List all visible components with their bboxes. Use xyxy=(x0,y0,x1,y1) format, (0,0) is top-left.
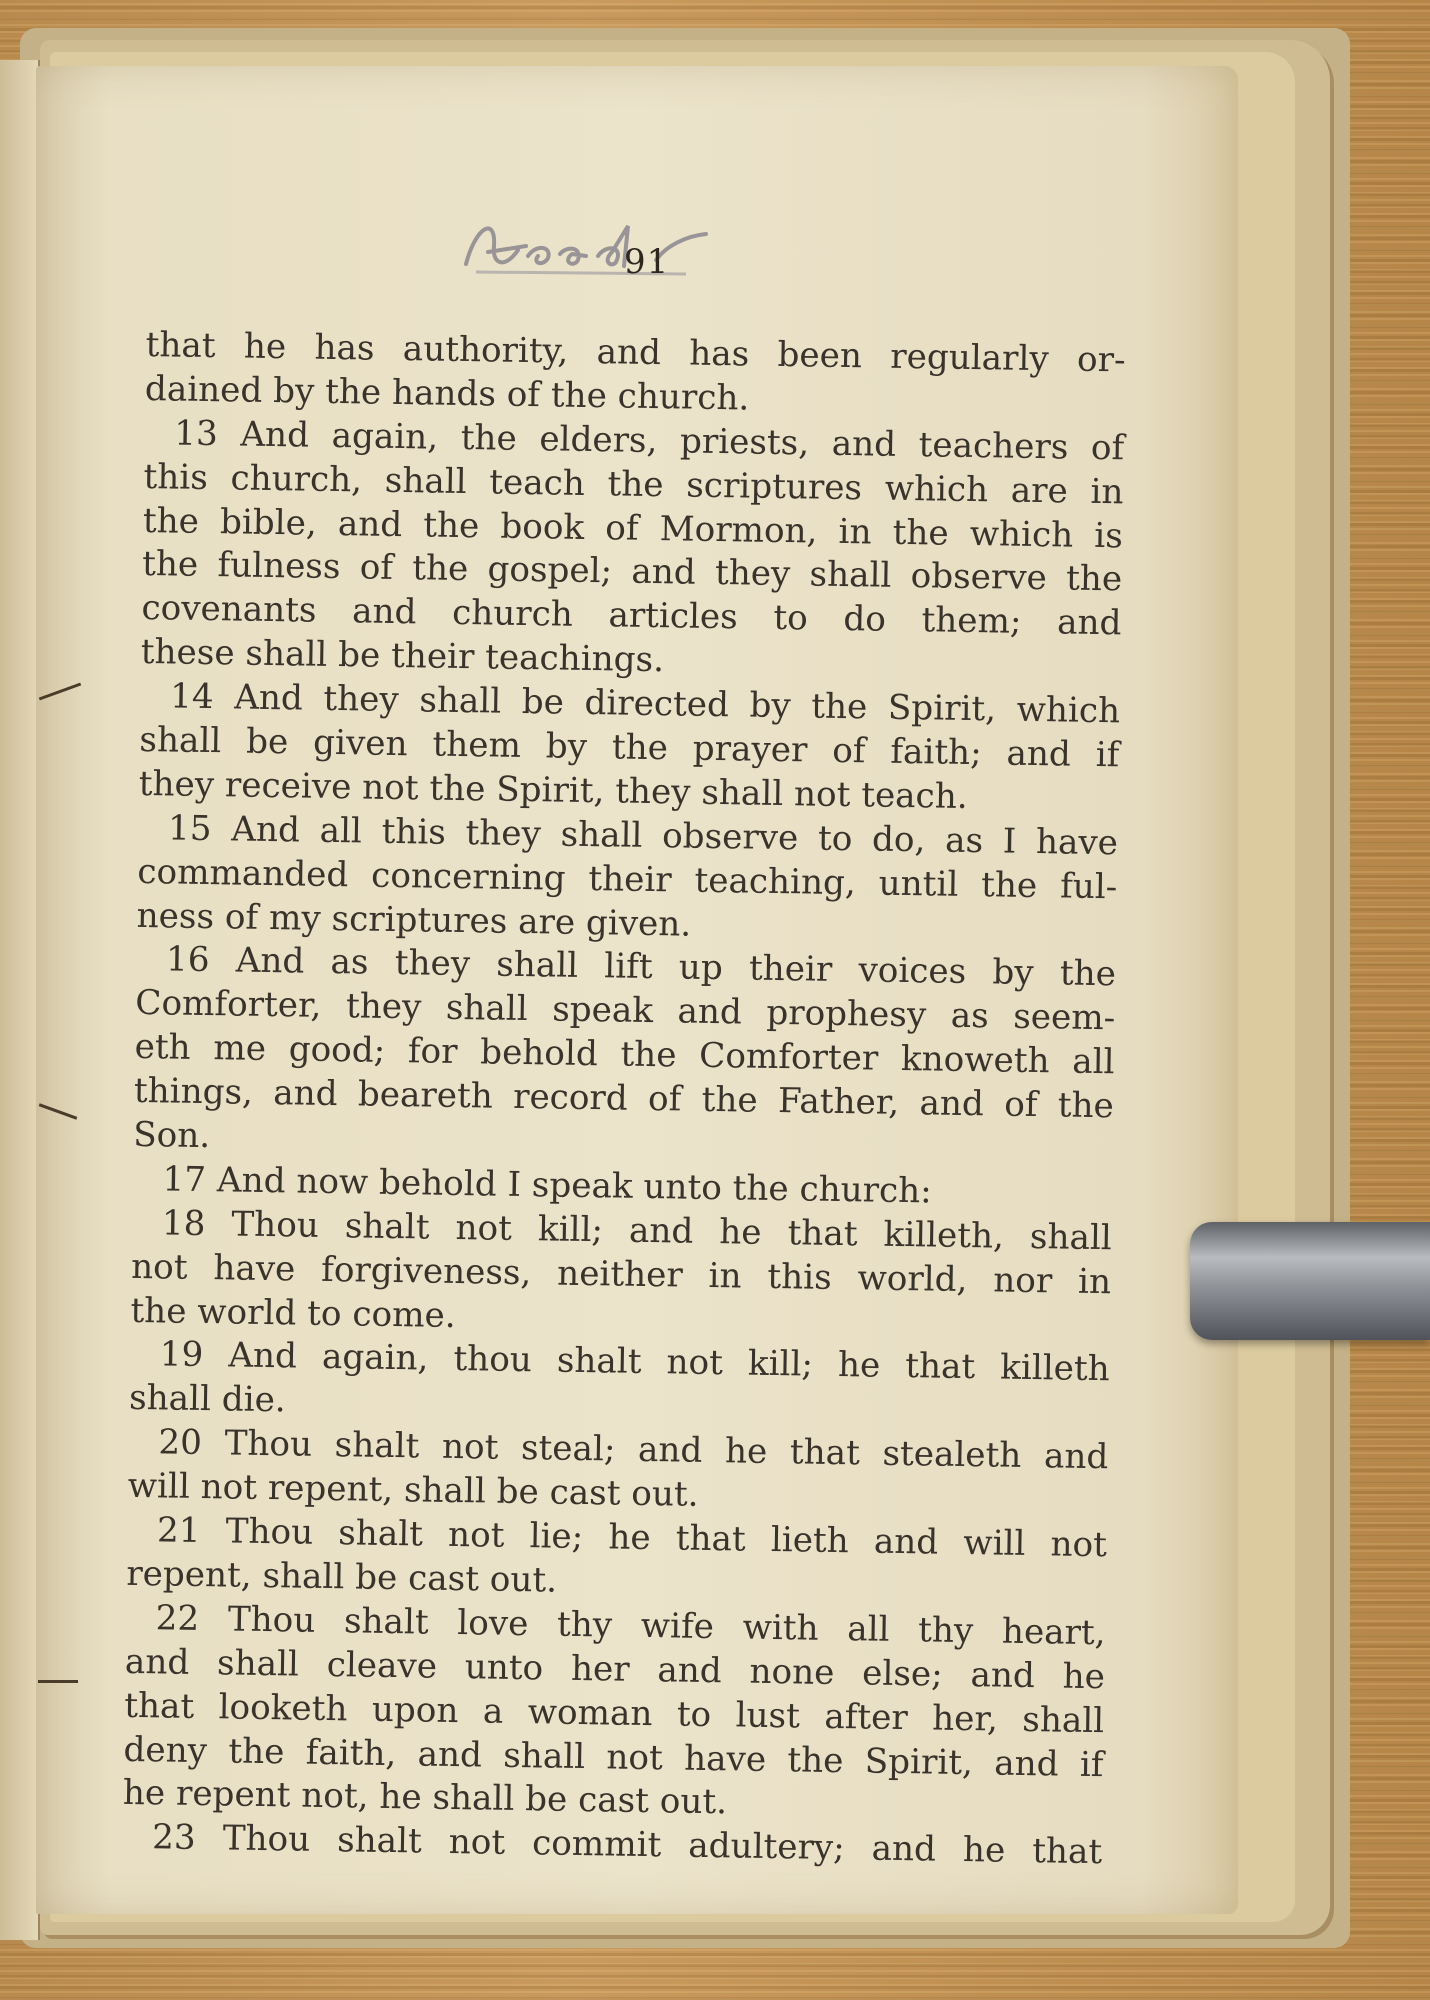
text-line: ness of my scriptures are given. xyxy=(136,895,692,945)
text-line: he repent not, he shall be cast out. xyxy=(122,1773,728,1823)
metal-clip xyxy=(1190,1222,1430,1340)
text-line: 18 Thou shalt not kill; and he that killeth, shall xyxy=(161,1203,1113,1259)
text-line: 17 And now behold I speak unto the church: xyxy=(162,1159,933,1212)
text-line: the fulness of the gospel; and they shall observe the xyxy=(141,544,1123,600)
text-line: commanded concerning their teaching, until the ful- xyxy=(137,851,1118,908)
text-line: shall die. xyxy=(128,1378,287,1421)
text-line: the bible, and the book of Mormon, in the which is xyxy=(142,500,1124,556)
text-line: dained by the hands of the church. xyxy=(144,368,750,419)
text-line: these shall be their teachings. xyxy=(140,632,665,681)
text-line: 22 Thou shalt love thy wife with all thy heart, xyxy=(155,1598,1106,1654)
text-line: 14 And they shall be directed by the Spirit, which xyxy=(169,676,1121,732)
text-line: repent, shall be cast out. xyxy=(126,1553,558,1601)
text-line: Comforter, they shall speak and prophesy as seem- xyxy=(135,983,1116,1039)
text-line: they receive not the Spirit, they shall not teach. xyxy=(138,763,968,817)
text-line: 15 And all this they shall observe to do, as I have xyxy=(167,808,1119,864)
text-line: shall be given them by the prayer of faith; and if xyxy=(139,719,1120,776)
text-line: 16 And as they shall lift up their voices by the xyxy=(165,939,1117,995)
text-line: 19 And again, thou shalt not kill; he that killeth xyxy=(159,1334,1111,1390)
text-line: and shall cleave unto her and none else; and he xyxy=(124,1641,1106,1697)
book-page xyxy=(36,66,1238,1914)
text-line: not have forgiveness, neither in this world, nor in xyxy=(130,1246,1112,1302)
text-line: this church, shall teach the scriptures which are in xyxy=(143,456,1124,513)
page-number: 91 xyxy=(624,242,670,282)
text-line: Son. xyxy=(132,1114,211,1157)
text-line: 23 Thou shalt not commit adultery; and he that xyxy=(151,1817,1103,1873)
text-line: deny the faith, and shall not have the Spirit, and if xyxy=(123,1729,1104,1785)
text-line: things, and beareth record of the Father, and of the xyxy=(133,1071,1115,1127)
facing-page-edge xyxy=(0,60,40,1940)
text-line: 21 Thou shalt not lie; he that lieth and will not xyxy=(156,1510,1108,1566)
text-line: covenants and church articles to do them; and xyxy=(141,588,1122,644)
text-line: the world to come. xyxy=(130,1290,456,1336)
text-line: eth me good; for behold the Comforter knoweth all xyxy=(134,1027,1115,1083)
page-tab-mark xyxy=(38,1680,78,1683)
text-line: will not repent, shall be cast out. xyxy=(127,1466,699,1515)
pencil-annotation xyxy=(456,206,716,286)
text-line: that looketh upon a woman to lust after her, shall xyxy=(123,1685,1105,1741)
page-text xyxy=(122,324,1126,1875)
text-line: that he has authority, and has been regularly or- xyxy=(145,324,1126,381)
text-line: 13 And again, the elders, priests, and teachers of xyxy=(173,413,1125,469)
text-line: 20 Thou shalt not steal; and he that stealeth and xyxy=(158,1422,1109,1478)
